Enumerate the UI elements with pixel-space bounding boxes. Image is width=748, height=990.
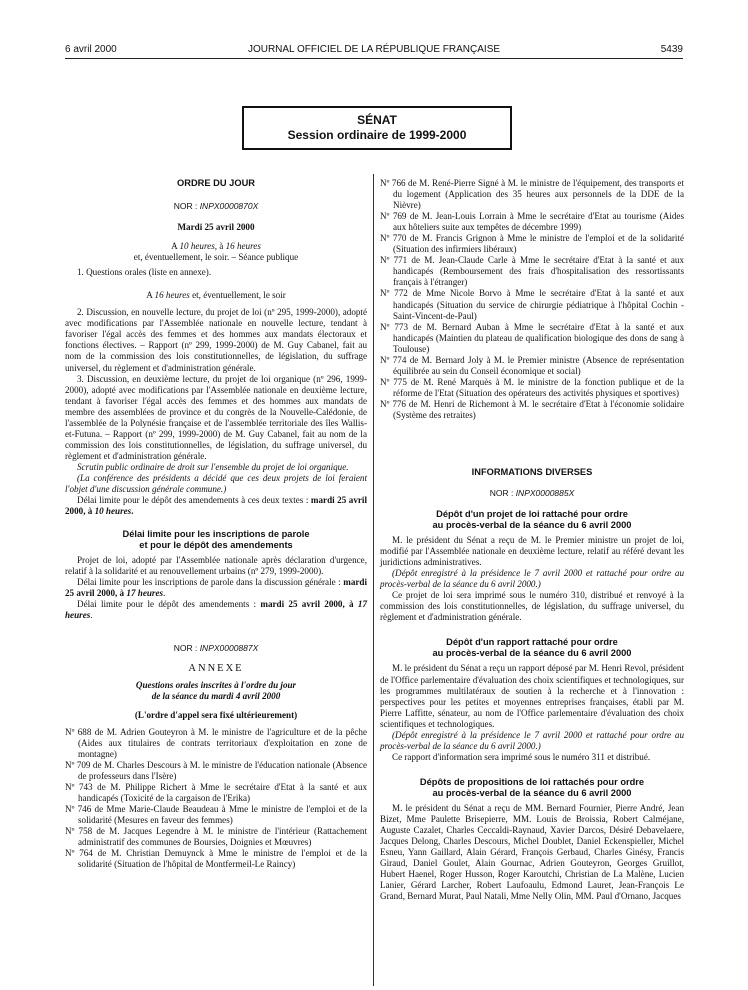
session-time-2 bbox=[65, 290, 367, 301]
question-item: Nº 772 de Mme Nicole Borvo à Mme le secrétaire d'Etat à la santé et aux handicapés (Situation du service de chirurgie pédiatrique à l'hôpital Cochin - Saint-Vincent-de-Paul) bbox=[380, 288, 684, 321]
time-text: A bbox=[146, 290, 155, 301]
deadline-date: mardi 25 avril 2000, à bbox=[65, 577, 367, 599]
question-item: Nº 764 de M. Christian Demuynck à Mme le ministre de l'emploi et de la solidarité (Situation de l'hôpital de Montfermeil-Le Raincy) bbox=[65, 848, 367, 870]
section-2-title-2: au procès-verbal de la séance du 6 avril 2000 bbox=[432, 648, 632, 659]
right-column bbox=[380, 178, 684, 902]
nor-reference-3 bbox=[380, 488, 684, 499]
banner-subtitle: Session ordinaire de 1999-2000 bbox=[287, 128, 467, 142]
agenda-item-1: 1. Questions orales (liste en annexe). bbox=[77, 267, 212, 278]
time-text: A bbox=[171, 241, 180, 252]
nor-code: INPX0000870X bbox=[199, 201, 259, 211]
bill-description: Projet de loi, adopté par l'Assemblée nationale après déclaration d'urgence, relatif à la solidarité et au renouvellement urbains (nº 279, 1999-2000). bbox=[65, 555, 367, 577]
time-text: et, éventuellement, le soir bbox=[189, 290, 286, 301]
ordre-du-jour-title: ORDRE DU JOUR bbox=[177, 178, 255, 188]
agenda-item-3: 3. Discussion, en deuxième lecture, du projet de loi organique (nº 296, 1999-2000), adopté avec modifications par l'Assemblée nationale en deuxième lecture, tendant à favoriser l'égal accès des femmes et des hommes aux mandats de membre des assemblées de province et du congrès de la Nouvelle-Calédonie, de l'assemblée de la Polynésie française et de l'assemblée territoriale des îles Wallis-et-Futuna. – Rapport (nº 299, 1999-2000) de M. Guy Cabanel, fait au nom de la commission des lois constitutionnelles, de législation, du suffrage universel, du règlement et d'administration générale. bbox=[65, 373, 367, 461]
nor-code: INPX0000887X bbox=[199, 643, 259, 654]
question-item: Nº 766 de M. René-Pierre Signé à M. le ministre de l'équipement, des transports et du logement (Application des 35 heures aux personnels de la DDE de la Nièvre) bbox=[380, 178, 684, 211]
nor-label: NOR : bbox=[489, 488, 516, 499]
section-2-title: Dépôt d'un rapport rattaché pour ordre bbox=[446, 637, 618, 648]
question-item: Nº 709 de M. Charles Descours à M. le ministre de l'éducation nationale (Absence de professeurs dans l'Isère) bbox=[65, 759, 367, 781]
section-1-note: (Dépôt enregistré à la présidence le 7 avril 2000 et rattaché pour ordre au procès-verbal de la séance du 6 avril 2000.) bbox=[380, 568, 684, 590]
section-1-title-2: au procès-verbal de la séance du 6 avril 2000 bbox=[432, 520, 632, 531]
agenda-item-2: 2. Discussion, en nouvelle lecture, du projet de loi (nº 295, 1999-2000), adopté avec modifications par l'Assemblée nationale en nouvelle lecture, tendant à favoriser l'égal accès des femmes et des hommes aux mandats électoraux et fonctions électives. – Rapport (nº 299, 1999-2000) de M. Guy Cabanel, fait au nom de la commission des lois constitutionnelles, de législation, du suffrage universel, du règlement et d'administration générale. bbox=[65, 307, 367, 373]
section-2-note: (Dépôt enregistré à la présidence le 7 avril 2000 et rattaché pour ordre au procès-verbal de la séance du 6 avril 2000.) bbox=[380, 729, 684, 751]
session-date: Mardi 25 avril 2000 bbox=[177, 222, 255, 233]
question-item: Nº 769 de M. Jean-Louis Lorrain à Mme le secrétaire d'Etat au tourisme (Aides aux hôteliers suite aux tempêtes de décembre 1999) bbox=[380, 211, 684, 233]
nor-label: NOR : bbox=[173, 201, 200, 211]
section-3-title: Dépôts de propositions de loi rattachés pour ordre bbox=[419, 776, 645, 787]
header-rule bbox=[65, 58, 683, 59]
questions-title: Questions orales inscrites à l'ordre du jour bbox=[135, 679, 297, 690]
question-item: Nº 771 de M. Jean-Claude Carle à Mme le secrétaire d'Etat à la santé et aux handicapés (Remboursement des frais d'hospitalisation des ressortissants français à l'étranger) bbox=[380, 255, 684, 288]
deadline-text: . bbox=[131, 506, 134, 517]
deadline-date: mardi 25 avril 2000, à bbox=[260, 599, 358, 610]
speaking-deadline bbox=[65, 577, 367, 599]
left-column bbox=[65, 178, 367, 870]
conference-note: (La conférence des présidents a décidé que ces deux projets de loi feraient l'objet d'une discussion générale commune.) bbox=[65, 472, 367, 495]
question-item: Nº 775 de M. René Marquès à M. le ministre de la fonction publique et de la réforme de l'Etat (Situation des opérateurs des activités physiques et sportives) bbox=[380, 376, 684, 398]
section-1-title: Dépôt d'un projet de loi rattaché pour ordre bbox=[436, 509, 628, 520]
question-item: Nº 688 de M. Adrien Gouteyron à M. le ministre de l'agriculture et de la pêche (Aides aux titulaires de contrats territoriaux d'exploitation en zone de montagne) bbox=[65, 726, 367, 759]
deadline-text: . bbox=[163, 588, 166, 599]
session-time bbox=[65, 241, 367, 252]
section-3-title-2: au procès-verbal de la séance du 6 avril 2000 bbox=[432, 787, 632, 798]
nor-reference-2 bbox=[65, 643, 367, 654]
informations-title: INFORMATIONS DIVERSES bbox=[471, 467, 593, 478]
question-item: Nº 774 de M. Bernard Joly à M. le Premier ministre (Absence de représentation équilibrée au sein du Conseil économique et social) bbox=[380, 354, 684, 376]
header-title: JOURNAL OFFICIEL DE LA RÉPUBLIQUE FRANÇAISE bbox=[247, 44, 501, 55]
question-item: Nº 770 de M. Francis Grignon à Mme le ministre de l'emploi et de la solidarité (Situation des infirmiers libéraux) bbox=[380, 233, 684, 255]
question-item: Nº 773 de M. Bernard Auban à Mme le secrétaire d'Etat à la santé et aux handicapés (Maintien du plateau de qualification biologique des dons de sang à Toulouse) bbox=[380, 321, 684, 354]
time-text: , à bbox=[214, 241, 226, 252]
column-divider bbox=[373, 174, 374, 986]
amendment-deadline bbox=[65, 495, 367, 517]
time-text: 16 heures bbox=[154, 290, 190, 301]
deadline-hour: 17 heures bbox=[126, 588, 164, 599]
time-text: 10 heures bbox=[179, 241, 215, 252]
question-item: Nº 746 de Mme Marie-Claude Beaudeau à Mme le ministre de l'emploi et de la solidarité (Mesures en faveur des femmes) bbox=[65, 804, 367, 826]
question-item: Nº 743 de M. Philippe Richert à Mme le secrétaire d'Etat à la santé et aux handicapés (Toxicité de la cargaison de l'Erika) bbox=[65, 781, 367, 803]
questions-title-2: de la séance du mardi 4 avril 2000 bbox=[151, 690, 281, 701]
deadline-text: . bbox=[90, 610, 93, 621]
section-3-para: M. le président du Sénat a reçu de MM. Bernard Fournier, Pierre André, Jean Bizet, Mme Paulette Brisepierre, MM. Louis de Broissia, Robert Calméjane, Auguste Cazalet, Charles Ceccaldi-Raynaud, Xavier Darcos, Désiré Debavelaere, Jacques Delong, Charles Descours, Michel Doublet, Daniel Eckenspieller, Michel Esneu, Yann Gaillard, Alain Gérard, François Gerbaud, Charles Ginésy, Francis Giraud, Daniel Goulet, Alain Gournac, Adrien Gouteyron, Georges Gruillot, Hubert Haenel, Roger Husson, Roger Karoutchi, Christian de La Malène, Lucien Lanier, Gérard Larcher, Robert Laufoaulu, Edmond Lauret, Jean-François Le Grand, Bernard Murat, Paul Natali, Mme Nelly Olin, MM. Paul d'Ornano, Jacques bbox=[380, 802, 684, 902]
question-item: Nº 758 de M. Jacques Legendre à M. le ministre de l'intérieur (Rattachement administratif des communes de Boursies, Doignies et Mœuvres) bbox=[65, 826, 367, 848]
senat-banner bbox=[242, 106, 512, 150]
amendment-deadline-2 bbox=[65, 599, 367, 621]
nor-reference bbox=[65, 201, 367, 212]
deadline-date: mardi 25 avril 2000, à bbox=[65, 495, 367, 517]
section-2-para: M. le président du Sénat a reçu un rapport déposé par M. Henri Revol, président de l'Office parlementaire d'évaluation des choix scientifiques et technologiques, sur les programmes multilatéraux de soutien à la recherche et à l'innovation : perspectives pour les petites et moyennes entreprises françaises, établi par M. Pierre Laffitte, sénateur, au nom de l'Office parlementaire d'évaluation des choix scientifiques et technologiques. bbox=[380, 663, 684, 729]
deadline-section-title-2: et pour le dépôt des amendements bbox=[139, 540, 293, 551]
scrutin-note: Scrutin public ordinaire de droit sur l'ensemble du projet de loi organique. bbox=[77, 461, 349, 472]
question-item: Nº 776 de M. Henri de Richemont à M. le secrétaire d'Etat à l'économie solidaire (Système des retraites) bbox=[380, 398, 684, 420]
section-1-para-2: Ce projet de loi sera imprimé sous le numéro 310, distribué et renvoyé à la commission des lois constitutionnelles, de législation, du suffrage universel, du règlement et d'administration générale. bbox=[380, 590, 684, 623]
deadline-text: Délai limite pour le dépôt des amendements à ces deux textes : bbox=[77, 495, 311, 506]
banner-title: SÉNAT bbox=[357, 113, 397, 127]
annexe-title: ANNEXE bbox=[188, 662, 244, 674]
header-page-number: 5439 bbox=[660, 44, 683, 55]
session-time-line2: et, éventuellement, le soir. – Séance publique bbox=[133, 252, 299, 263]
nor-label: NOR : bbox=[173, 643, 200, 654]
deadline-text: Délai limite pour le dépôt des amendements : bbox=[77, 599, 261, 610]
section-2-para-2: Ce rapport d'information sera imprimé sous le numéro 311 et distribué. bbox=[392, 751, 651, 762]
deadline-section-title: Délai limite pour les inscriptions de parole bbox=[122, 529, 310, 540]
call-order-note: (L'ordre d'appel sera fixé ultérieurement) bbox=[134, 709, 298, 720]
nor-code: INPX0000885X bbox=[515, 488, 575, 499]
deadline-hour: 17 heures bbox=[65, 599, 367, 621]
deadline-hour: 10 heures bbox=[94, 506, 132, 517]
time-text: 16 heures bbox=[225, 241, 261, 252]
header-date: 6 avril 2000 bbox=[65, 44, 117, 55]
deadline-text: Délai limite pour les inscriptions de parole dans la discussion générale : bbox=[77, 577, 344, 588]
section-1-para: M. le président du Sénat a reçu de M. le Premier ministre un projet de loi, modifié par l'Assemblée nationale en deuxième lecture, relatif au référé devant les juridictions administratives. bbox=[380, 535, 684, 568]
